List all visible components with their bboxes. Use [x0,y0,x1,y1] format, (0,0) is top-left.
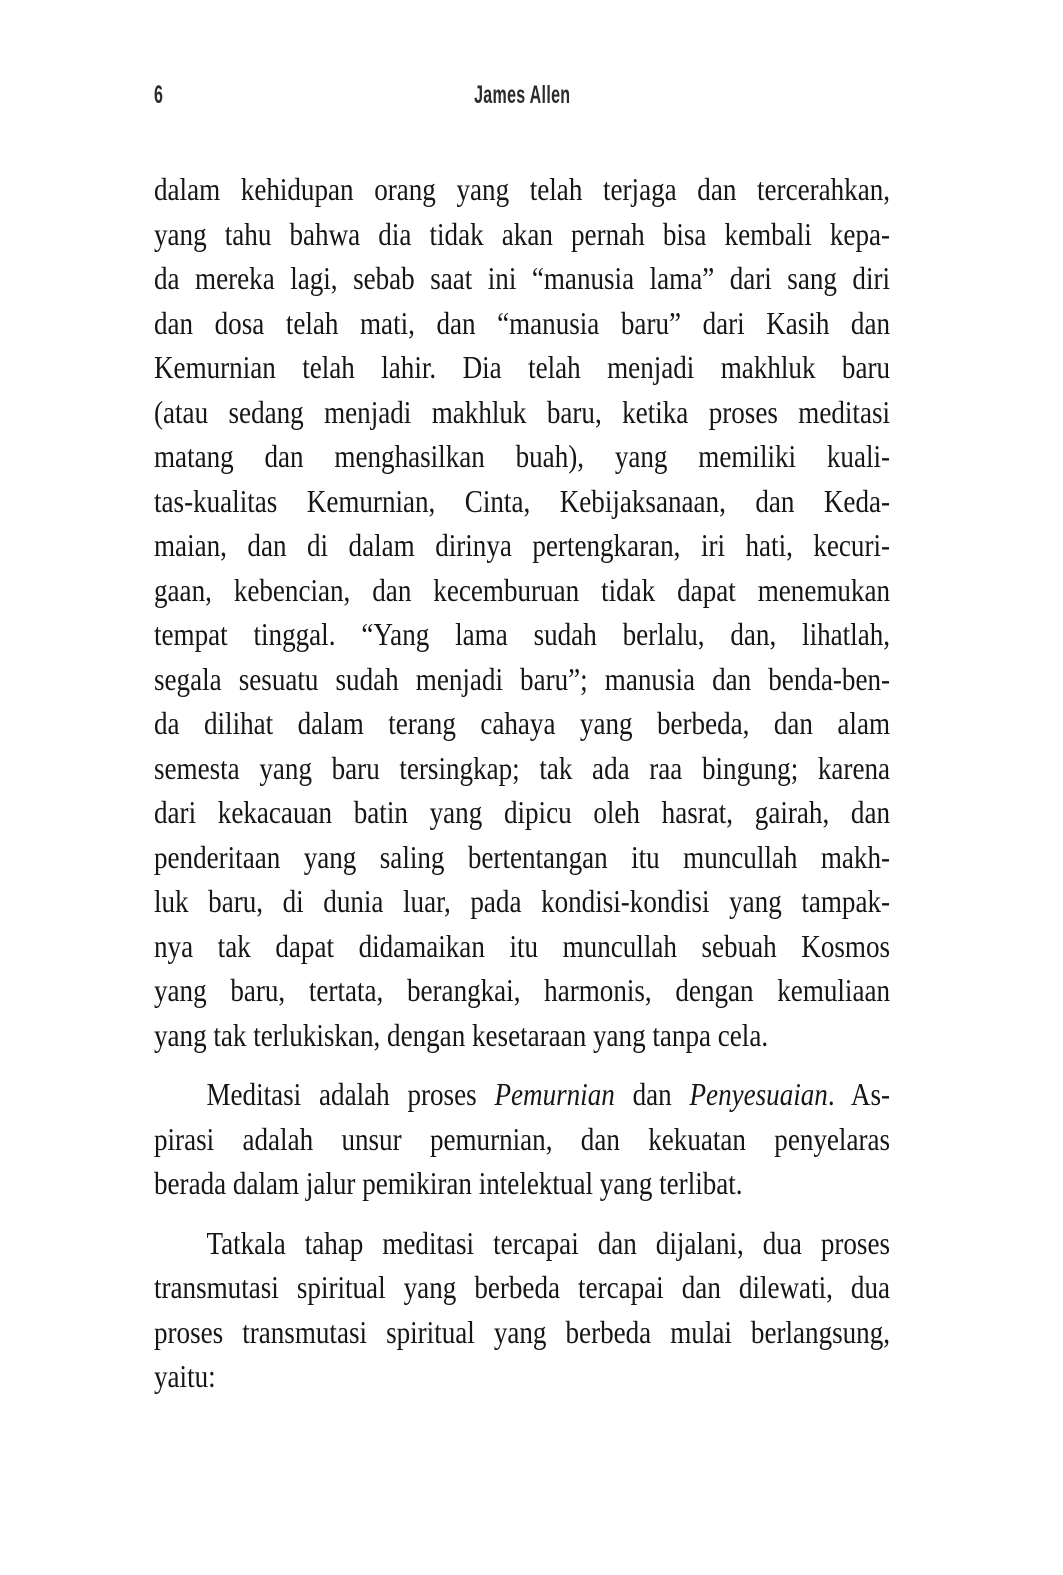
text-line [154,523,890,568]
text-line [154,301,890,346]
text-segment: segala sesuatu sudah menjadi baru”; manusia dan benda-ben- [154,660,891,697]
italic-text: Pemurnian [494,1076,615,1112]
text-line [154,1265,890,1310]
text-segment: (atau sedang menjadi makhluk baru, ketika proses meditasi [154,393,891,430]
text-segment: da dilihat dalam terang cahaya yang berbeda, dan alam [154,705,891,741]
text-line [154,1117,890,1162]
text-line [154,390,890,435]
text-segment: dan [614,1076,690,1112]
text-line [154,345,890,390]
text-line [154,701,890,746]
text-line [154,256,890,301]
text-segment: tempat tinggal. “Yang lama sudah berlalu, dan, lihatlah, [154,616,891,652]
paragraph [154,167,890,1057]
text-segment: matang dan menghasilkan buah), yang memiliki kuali- [154,438,891,474]
text-segment: gaan, kebencian, dan kecemburuan tidak dapat menemukan [154,571,891,608]
text-segment: yang tahu bahwa dia tidak akan pernah bisa kembali kepa- [154,215,891,252]
text-line [154,968,890,1013]
text-line [154,1221,890,1266]
text-line [154,479,890,524]
text-segment: nya tak dapat didamaikan itu muncullah sebuah Kosmos [154,927,891,964]
page-body [154,167,890,1399]
text-segment: proses transmutasi spiritual yang berbeda mulai berlangsung, [154,1313,891,1350]
text-segment: pirasi adalah unsur pemurnian, dan kekuatan penyelaras [154,1120,891,1157]
text-segment: tas-kualitas Kemurnian, Cinta, Kebijaksanaan, dan Keda- [154,482,891,519]
text-line [154,1161,890,1206]
text-line [154,612,890,657]
text-segment: da mereka lagi, sebab saat ini “manusia lama” dari sang diri [154,260,891,296]
text-line [154,167,890,212]
text-segment: penderitaan yang saling bertentangan itu muncullah makh- [154,838,891,875]
text-segment: luk baru, di dunia luar, pada kondisi-kondisi yang tampak- [154,883,891,919]
text-line [154,835,890,880]
text-line [154,434,890,479]
text-line [154,1310,890,1355]
text-line [154,924,890,969]
text-segment: yang baru, tertata, berangkai, harmonis, dengan kemuliaan [154,972,891,1008]
text-segment: Tatkala tahap meditasi tercapai dan dijalani, dua proses [206,1224,891,1261]
page-number-text: 6 [154,81,164,109]
running-header-text: James Allen [473,81,571,109]
text-line [154,790,890,835]
text-line [154,657,890,702]
paragraph [154,1221,890,1399]
text-segment: Meditasi adalah proses [206,1076,495,1112]
page-header [154,82,890,112]
text-segment: yang tak terlukiskan, dengan kesetaraan yang tanpa cela. [154,1016,769,1053]
text-segment: transmutasi spiritual yang berbeda tercapai dan dilewati, dua [154,1269,891,1305]
running-header [154,82,890,108]
paragraph [154,1072,890,1206]
italic-text: Penyesuaian [689,1076,828,1112]
text-segment: dalam kehidupan orang yang telah terjaga dan tercerahkan, [154,171,891,207]
text-line [154,1013,890,1058]
text-segment: dan dosa telah mati, dan “manusia baru” dari Kasih dan [154,304,891,341]
text-line [154,746,890,791]
text-segment: dari kekacauan batin yang dipicu oleh hasrat, gairah, dan [154,794,891,830]
text-line [154,212,890,257]
text-segment: Kemurnian telah lahir. Dia telah menjadi makhluk baru [154,349,891,385]
text-segment: maian, dan di dalam dirinya pertengkaran, iri hati, kecuri- [154,527,891,563]
text-segment: berada dalam jalur pemikiran intelektual yang terlibat. [154,1165,743,1201]
text-segment: . As- [827,1076,891,1112]
text-line [154,568,890,613]
text-segment: semesta yang baru tersingkap; tak ada raa bingung; karena [154,749,891,786]
text-line [154,1354,890,1399]
text-segment: yaitu: [154,1358,216,1394]
text-line [154,879,890,924]
text-line [154,1072,890,1117]
